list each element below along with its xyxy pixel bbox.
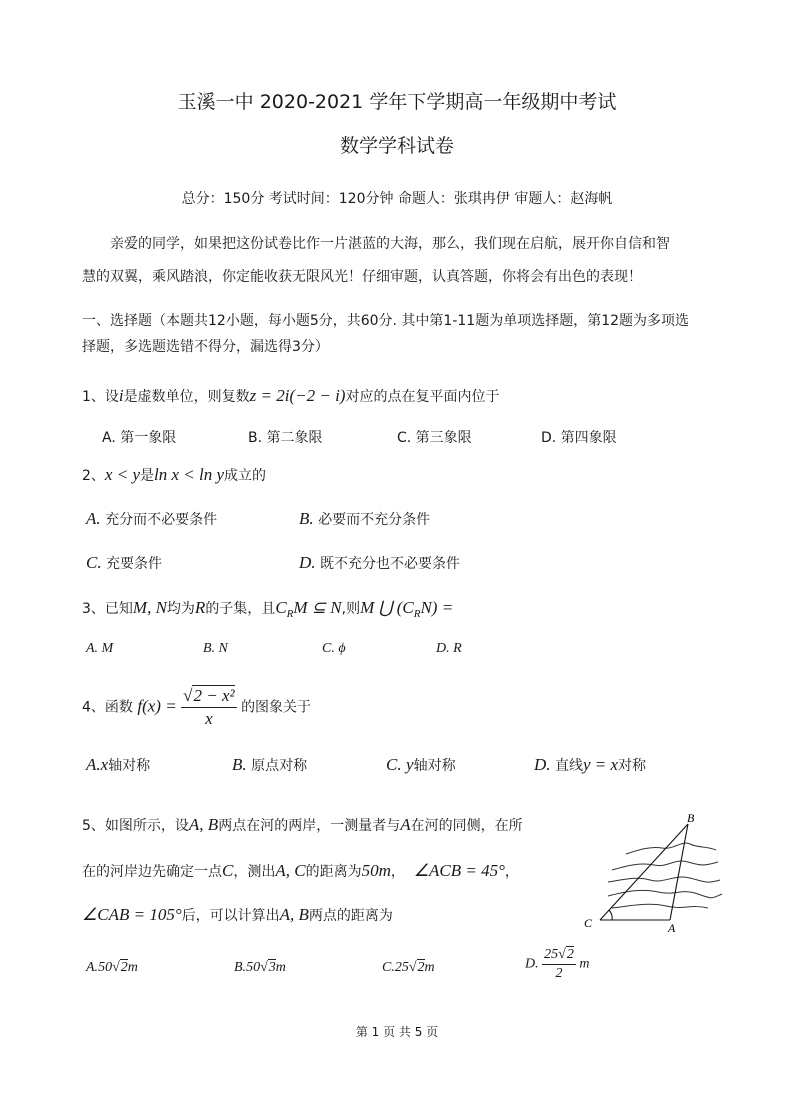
question-5-line-3: ∠CAB = 105°后，可以计算出A, B两点的距离为 xyxy=(82,905,393,924)
question-4: 4、函数 f(x) = $\frac{\text{√2 − x²}}{x}$ 的图象关于 xyxy=(82,686,312,728)
label-b: B xyxy=(687,811,695,825)
q4-option-b: B. 原点对称 xyxy=(232,755,308,774)
fraction: $\frac{25√2}{2}$ xyxy=(544,947,574,981)
question-number: 3、 xyxy=(82,601,105,617)
q1-option-a: A. 第一象限 xyxy=(102,430,177,446)
question-number: 2、 xyxy=(82,468,105,484)
q3-option-b: B. N xyxy=(203,641,228,656)
question-5-line-1: 5、如图所示，设A, B两点在河的两岸，一测量者与A在河的同侧，在所 xyxy=(82,815,523,834)
q5-option-b: B.50√3m xyxy=(234,960,286,975)
question-2: 2、x < y是ln x < ln y成立的 xyxy=(82,465,266,484)
q2-option-b: B. 必要而不充分条件 xyxy=(299,509,431,528)
question-5-line-2: 在的河岸边先确定一点C，测出A, C的距离为50m， ∠ACB = 45°， xyxy=(82,861,519,880)
q2-option-a: A. 充分而不必要条件 xyxy=(86,509,218,528)
q2-option-d: D. 既不充分也不必要条件 xyxy=(299,553,460,572)
triangle xyxy=(600,824,688,920)
q2-option-c: C. 充要条件 xyxy=(86,553,163,572)
q5-option-d: D. $\frac{25√2}{2}$ m xyxy=(525,947,590,981)
q4-option-a: A.x轴对称 xyxy=(86,755,151,774)
section-heading-line-1: 一、选择题（本题共12小题，每小题5分，共60分. 其中第1-11题为单项选择题，第12题为多项选 xyxy=(82,313,690,329)
q5-option-a: A.50√2m xyxy=(86,960,138,975)
q4-option-d: D. 直线y = x对称 xyxy=(534,755,647,774)
exam-subtitle: 数学学科试卷 xyxy=(339,135,454,157)
q5-option-c: C.25√2m xyxy=(382,960,435,975)
q1-option-c: C. 第三象限 xyxy=(397,430,472,446)
q1-option-d: D. 第四象限 xyxy=(541,430,617,446)
section-heading-line-2: 择题，多选题选错不得分，漏选得3分） xyxy=(82,339,329,355)
label-c: C xyxy=(584,916,593,930)
q3-option-a: A. M xyxy=(86,641,114,656)
q3-option-c: C. ϕ xyxy=(322,641,346,656)
question-number: 1、 xyxy=(82,389,105,405)
question-number: 4、 xyxy=(82,699,105,716)
river-waves xyxy=(608,843,722,908)
exam-title: 玉溪一中 2020-2021 学年下学期高一年级期中考试 xyxy=(177,91,617,113)
q3-option-d: D. R xyxy=(436,641,462,656)
question-3: 3、已知M, N均为R的子集，且$C_RM$ ⊆ N,则M ⋃ $(C_RN)$ = xyxy=(82,598,454,620)
q1-option-b: B. 第二象限 xyxy=(248,430,323,446)
river-figure xyxy=(578,810,728,935)
question-number: 5、 xyxy=(82,818,105,834)
intro-line-2: 慧的双翼，乘风踏浪，你定能收获无限风光！仔细审题，认真答题，你将会有出色的表现！ xyxy=(82,269,642,285)
label-a: A xyxy=(668,921,676,935)
q4-option-c: C. y轴对称 xyxy=(386,755,456,774)
exam-info: 总分：150分 考试时间：120分钟 命题人：张琪冉伊 审题人：赵海帆 xyxy=(181,191,613,207)
intro-line-1: 亲爱的同学，如果把这份试卷比作一片湛蓝的大海，那么，我们现在启航，展开你自信和智 xyxy=(110,236,670,252)
fraction: $\frac{\text{√2 − x²}}{x}$ xyxy=(183,686,235,728)
question-1: 1、设i是虚数单位，则复数z = 2i(−2 − i)对应的点在复平面内位于 xyxy=(82,386,500,405)
page-footer: 第 1 页 共 5 页 xyxy=(355,1025,439,1039)
